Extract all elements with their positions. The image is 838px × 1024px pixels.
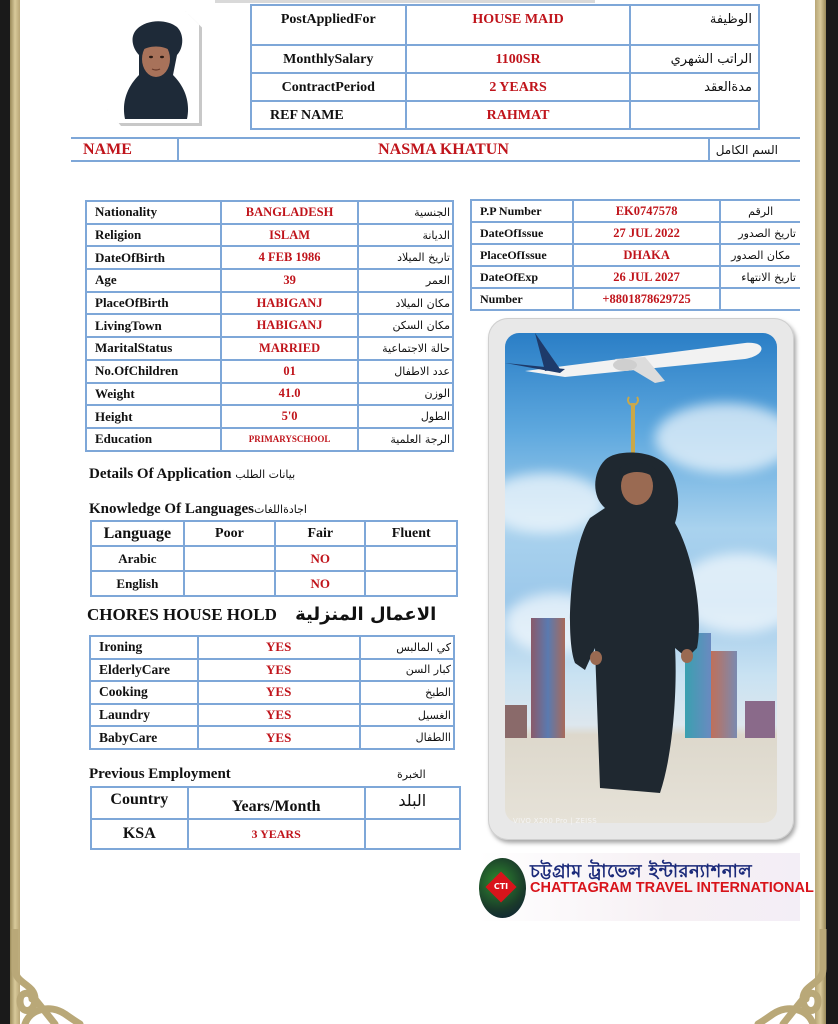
- table-row: [91, 819, 460, 849]
- field-label-arabic: العمر: [358, 269, 453, 292]
- table-row: [91, 546, 457, 571]
- application-heading: [89, 466, 295, 483]
- languages-title-arabic: اجادةاللغات: [254, 503, 307, 516]
- table-header-row: [91, 521, 457, 546]
- chore-value: YES: [198, 636, 360, 659]
- table-row: [471, 288, 800, 310]
- name-label-arabic: السم الكامل: [715, 142, 778, 157]
- field-label: PlaceOfIssue: [471, 244, 573, 266]
- field-label-arabic: مكان الصدور: [720, 244, 800, 266]
- building: [531, 618, 565, 738]
- chore-label: Cooking: [90, 681, 198, 704]
- table-row: [86, 428, 453, 451]
- table-header-row: [91, 787, 460, 819]
- field-value: 41.0: [221, 383, 357, 406]
- camera-watermark: VIVO X200 Pro | ZEISS: [513, 817, 598, 825]
- field-label: No.OfChildren: [86, 360, 221, 383]
- table-row: [471, 200, 800, 222]
- chore-label: Ironing: [90, 636, 198, 659]
- field-value: MARRIED: [221, 337, 357, 360]
- field-value: EK0747578: [573, 200, 721, 222]
- chore-label-arabic: الغسيل: [360, 704, 454, 727]
- language-name: English: [91, 571, 184, 596]
- table-row: [86, 383, 453, 406]
- field-label: DateOfBirth: [86, 246, 221, 269]
- field-value: 26 JUL 2027: [573, 266, 721, 288]
- column-header: Fluent: [365, 521, 457, 546]
- agency-name-english: CHATTAGRAM TRAVEL INTERNATIONAL: [530, 880, 814, 896]
- building: [505, 705, 527, 738]
- field-label-arabic: الطول: [358, 405, 453, 428]
- chore-value: YES: [198, 659, 360, 682]
- field-label-arabic: مدةالعقد: [630, 73, 759, 101]
- level-poor: [184, 546, 275, 571]
- field-value: 27 JUL 2022: [573, 222, 721, 244]
- field-label-arabic: الراتب الشهري: [630, 45, 759, 73]
- employment-extra: [365, 819, 460, 849]
- field-label: MonthlySalary: [251, 45, 406, 73]
- column-header: Country: [91, 787, 188, 819]
- full-name-bar: [71, 137, 800, 162]
- table-row: [90, 704, 454, 727]
- table-row: [86, 224, 453, 247]
- field-label: REF NAME: [251, 101, 406, 129]
- languages-heading: [89, 501, 307, 518]
- field-value: ISLAM: [221, 224, 357, 247]
- table-row: [251, 73, 759, 101]
- level-fair: NO: [275, 546, 365, 571]
- table-row: [251, 5, 759, 45]
- field-value: 1100SR: [406, 45, 631, 73]
- full-body-photo: [505, 333, 777, 823]
- passport-photo-thumbnail: [107, 11, 199, 123]
- table-row: [90, 636, 454, 659]
- chore-value: YES: [198, 681, 360, 704]
- field-label: ContractPeriod: [251, 73, 406, 101]
- corner-ornament-bottom-right: [738, 929, 828, 1024]
- passport-details-table: [470, 199, 800, 311]
- language-name: Arabic: [91, 546, 184, 571]
- field-label: PlaceOfBirth: [86, 292, 221, 315]
- field-label-arabic: الرجة العلمية: [358, 428, 453, 451]
- column-header: Years/Month: [188, 787, 365, 819]
- top-rule: [215, 0, 595, 3]
- chore-label-arabic: االطفال: [360, 726, 454, 749]
- table-row: [86, 337, 453, 360]
- table-row: [86, 246, 453, 269]
- application-header-table: [250, 4, 760, 130]
- field-value: RAHMAT: [406, 101, 631, 129]
- column-header: Poor: [184, 521, 275, 546]
- table-row: [86, 405, 453, 428]
- field-value: +8801878629725: [573, 288, 721, 310]
- field-label: Religion: [86, 224, 221, 247]
- field-value: 4 FEB 1986: [221, 246, 357, 269]
- field-value: 01: [221, 360, 357, 383]
- field-label: DateOfExp: [471, 266, 573, 288]
- field-value: DHAKA: [573, 244, 721, 266]
- column-header-arabic: البلد: [365, 787, 460, 819]
- languages-title: Knowledge Of Languages: [89, 501, 255, 517]
- level-fluent: [365, 546, 457, 571]
- field-label-arabic: تاريخ الانتهاء: [720, 266, 800, 288]
- field-label-arabic: [720, 288, 800, 310]
- name-label: NAME: [71, 139, 179, 160]
- field-label: MaritalStatus: [86, 337, 221, 360]
- field-value: HOUSE MAID: [406, 5, 631, 45]
- level-fluent: [365, 571, 457, 596]
- field-label-arabic: الوظيفة: [630, 5, 759, 45]
- employment-title-arabic: الخبرة: [397, 768, 426, 781]
- table-row: [86, 201, 453, 224]
- employment-heading: [89, 766, 231, 783]
- application-title-arabic: بيانات الطلب: [235, 468, 296, 481]
- table-row: [471, 244, 800, 266]
- field-value: 39: [221, 269, 357, 292]
- field-value: HABIGANJ: [221, 314, 357, 337]
- left-ornament-border: [10, 0, 20, 1024]
- table-row: [251, 45, 759, 73]
- field-label-arabic: حالة الاجتماعية: [358, 337, 453, 360]
- field-label-arabic: مكان الميلاد: [358, 292, 453, 315]
- person-full-body-icon: [565, 448, 715, 798]
- field-value: BANGLADESH: [221, 201, 357, 224]
- field-label-arabic: عدد الاطفال: [358, 360, 453, 383]
- table-row: [86, 292, 453, 315]
- person-portrait-icon: [111, 15, 195, 119]
- chore-label-arabic: كي المالبس: [360, 636, 454, 659]
- field-label: P.P Number: [471, 200, 573, 222]
- field-label-arabic: الجنسية: [358, 201, 453, 224]
- chore-value: YES: [198, 726, 360, 749]
- agency-name-bengali: চট্টগ্রাম ট্রাভেল ইন্টারন্যাশনাল: [530, 861, 753, 882]
- table-row: [90, 726, 454, 749]
- employment-title: Previous Employment: [89, 766, 231, 782]
- field-label-arabic: الوزن: [358, 383, 453, 406]
- table-row: [86, 314, 453, 337]
- languages-table: [90, 520, 458, 597]
- field-value: 5'0: [221, 405, 357, 428]
- personal-details-table: [85, 200, 454, 452]
- chore-label: BabyCare: [90, 726, 198, 749]
- table-row: [86, 269, 453, 292]
- field-label-arabic: تاريخ الصدور: [720, 222, 800, 244]
- corner-ornament-bottom-left: [10, 929, 100, 1024]
- field-value: HABIGANJ: [221, 292, 357, 315]
- chore-value: YES: [198, 704, 360, 727]
- chore-label: ElderlyCare: [90, 659, 198, 682]
- application-title: Details Of Application: [89, 466, 232, 482]
- field-label: Number: [471, 288, 573, 310]
- chore-label-arabic: الطبخ: [360, 681, 454, 704]
- level-fair: NO: [275, 571, 365, 596]
- employment-duration: 3 YEARS: [188, 819, 365, 849]
- chores-title-arabic: الاعمال المنزلية: [295, 604, 437, 625]
- chores-heading: [87, 604, 436, 625]
- name-value: NASMA KHATUN: [179, 139, 710, 160]
- table-row: [90, 659, 454, 682]
- field-label-arabic: الديانة: [358, 224, 453, 247]
- field-label-arabic: مكان السكن: [358, 314, 453, 337]
- field-label: LivingTown: [86, 314, 221, 337]
- chore-label-arabic: كبار السن: [360, 659, 454, 682]
- field-label: PostAppliedFor: [251, 5, 406, 45]
- field-label: Nationality: [86, 201, 221, 224]
- field-label: Age: [86, 269, 221, 292]
- table-row: [90, 681, 454, 704]
- chores-title: CHORES HOUSE HOLD: [87, 605, 277, 624]
- field-label: DateOfIssue: [471, 222, 573, 244]
- field-value: 2 YEARS: [406, 73, 631, 101]
- field-label: Weight: [86, 383, 221, 406]
- building: [745, 701, 775, 738]
- table-row: [91, 571, 457, 596]
- table-row: [471, 222, 800, 244]
- agency-initials: CTI: [493, 882, 509, 891]
- column-header: Language: [91, 521, 184, 546]
- level-poor: [184, 571, 275, 596]
- field-label-arabic: [630, 101, 759, 129]
- field-label: Height: [86, 405, 221, 428]
- table-row: [471, 266, 800, 288]
- field-label-arabic: الرقم: [720, 200, 800, 222]
- table-row: [251, 101, 759, 129]
- field-value: PRIMARYSCHOOL: [221, 428, 357, 451]
- field-label-arabic: تاريخ الميلاد: [358, 246, 453, 269]
- chore-label: Laundry: [90, 704, 198, 727]
- column-header: Fair: [275, 521, 365, 546]
- previous-employment-table: [90, 786, 461, 850]
- airplane-icon: [505, 333, 777, 393]
- table-row: [86, 360, 453, 383]
- field-label: Education: [86, 428, 221, 451]
- employment-country: KSA: [91, 819, 188, 849]
- right-ornament-border: [815, 0, 826, 1024]
- chores-table: [89, 635, 455, 750]
